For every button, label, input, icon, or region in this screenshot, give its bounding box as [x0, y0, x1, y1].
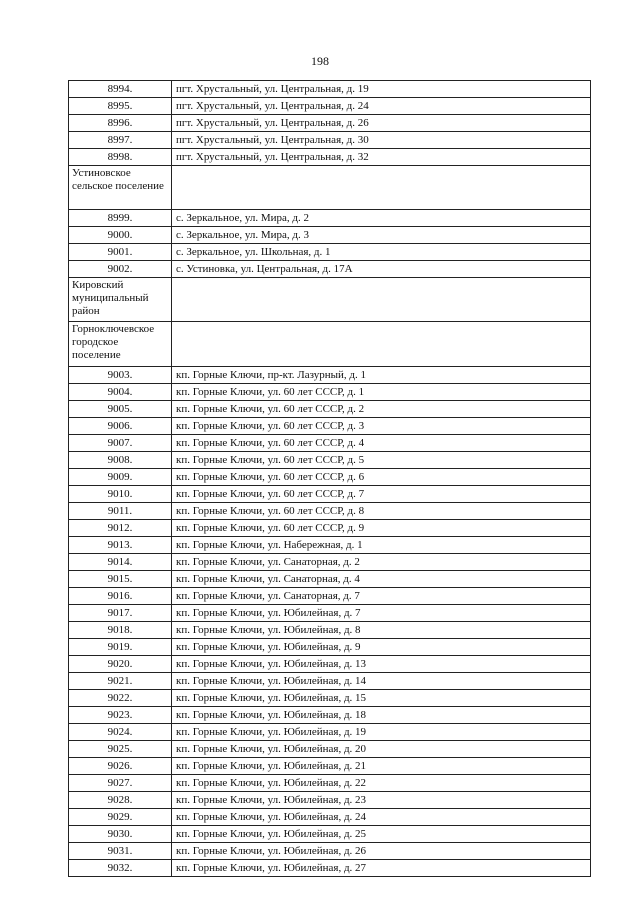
- row-number: 9003.: [69, 367, 172, 384]
- row-number: 9031.: [69, 843, 172, 860]
- table-row: [69, 843, 591, 860]
- table-row: [69, 588, 591, 605]
- row-address: кп. Горные Ключи, ул. 60 лет СССР, д. 3: [172, 418, 591, 435]
- table-row: [69, 537, 591, 554]
- row-address: кп. Горные Ключи, ул. Юбилейная, д. 27: [172, 860, 591, 877]
- section-empty-cell: [172, 278, 591, 322]
- table-row: [69, 210, 591, 227]
- row-number: 8999.: [69, 210, 172, 227]
- row-number: 9032.: [69, 860, 172, 877]
- row-number: 9015.: [69, 571, 172, 588]
- row-number: 8995.: [69, 98, 172, 115]
- section-header-row: [69, 322, 591, 367]
- row-number: 9013.: [69, 537, 172, 554]
- row-number: 9024.: [69, 724, 172, 741]
- row-address: кп. Горные Ключи, ул. Санаторная, д. 4: [172, 571, 591, 588]
- row-address: кп. Горные Ключи, ул. Юбилейная, д. 23: [172, 792, 591, 809]
- row-number: 8994.: [69, 81, 172, 98]
- section-name: Кировский муниципальный район: [69, 278, 172, 322]
- row-address: пгт. Хрустальный, ул. Центральная, д. 30: [172, 132, 591, 149]
- table-row: [69, 690, 591, 707]
- table-row: [69, 418, 591, 435]
- row-number: 9012.: [69, 520, 172, 537]
- row-number: 9014.: [69, 554, 172, 571]
- row-address: кп. Горные Ключи, ул. Юбилейная, д. 13: [172, 656, 591, 673]
- table-row: [69, 639, 591, 656]
- row-address: с. Зеркальное, ул. Мира, д. 2: [172, 210, 591, 227]
- table-row: [69, 452, 591, 469]
- table-row: [69, 244, 591, 261]
- row-address: кп. Горные Ключи, ул. 60 лет СССР, д. 7: [172, 486, 591, 503]
- row-address: пгт. Хрустальный, ул. Центральная, д. 24: [172, 98, 591, 115]
- table-row: [69, 261, 591, 278]
- row-number: 9026.: [69, 758, 172, 775]
- table-row: [69, 656, 591, 673]
- row-number: 9009.: [69, 469, 172, 486]
- row-number: 9030.: [69, 826, 172, 843]
- table-row: [69, 554, 591, 571]
- table-row: [69, 860, 591, 877]
- row-number: 9019.: [69, 639, 172, 656]
- row-address: кп. Горные Ключи, ул. 60 лет СССР, д. 1: [172, 384, 591, 401]
- row-number: 9017.: [69, 605, 172, 622]
- row-number: 9016.: [69, 588, 172, 605]
- table-row: [69, 227, 591, 244]
- row-number: 8996.: [69, 115, 172, 132]
- section-header-row: [69, 166, 591, 210]
- row-number: 9000.: [69, 227, 172, 244]
- table-row: [69, 758, 591, 775]
- row-number: 8998.: [69, 149, 172, 166]
- row-address: кп. Горные Ключи, ул. 60 лет СССР, д. 8: [172, 503, 591, 520]
- row-address: кп. Горные Ключи, ул. Юбилейная, д. 14: [172, 673, 591, 690]
- table-row: [69, 81, 591, 98]
- table-row: [69, 486, 591, 503]
- section-name: Устиновское сельское поселение: [69, 166, 172, 210]
- row-number: 9018.: [69, 622, 172, 639]
- address-registry-table: [68, 80, 591, 877]
- row-address: пгт. Хрустальный, ул. Центральная, д. 32: [172, 149, 591, 166]
- table-row: [69, 724, 591, 741]
- row-number: 9028.: [69, 792, 172, 809]
- row-number: 9008.: [69, 452, 172, 469]
- table-row: [69, 115, 591, 132]
- row-number: 8997.: [69, 132, 172, 149]
- row-number: 9022.: [69, 690, 172, 707]
- row-address: кп. Горные Ключи, ул. 60 лет СССР, д. 9: [172, 520, 591, 537]
- table-row: [69, 469, 591, 486]
- table-row: [69, 741, 591, 758]
- row-number: 9010.: [69, 486, 172, 503]
- row-address: кп. Горные Ключи, ул. Юбилейная, д. 9: [172, 639, 591, 656]
- section-empty-cell: [172, 166, 591, 210]
- table-row: [69, 605, 591, 622]
- row-address: кп. Горные Ключи, ул. Юбилейная, д. 22: [172, 775, 591, 792]
- row-number: 9027.: [69, 775, 172, 792]
- row-address: кп. Горные Ключи, ул. Юбилейная, д. 8: [172, 622, 591, 639]
- row-number: 9004.: [69, 384, 172, 401]
- table-row: [69, 149, 591, 166]
- row-address: с. Зеркальное, ул. Мира, д. 3: [172, 227, 591, 244]
- row-address: кп. Горные Ключи, пр-кт. Лазурный, д. 1: [172, 367, 591, 384]
- row-address: с. Зеркальное, ул. Школьная, д. 1: [172, 244, 591, 261]
- table-row: [69, 435, 591, 452]
- table-row: [69, 707, 591, 724]
- row-address: кп. Горные Ключи, ул. Юбилейная, д. 7: [172, 605, 591, 622]
- row-address: кп. Горные Ключи, ул. Юбилейная, д. 24: [172, 809, 591, 826]
- table-row: [69, 132, 591, 149]
- row-number: 9005.: [69, 401, 172, 418]
- table-row: [69, 673, 591, 690]
- row-number: 9001.: [69, 244, 172, 261]
- page-number: 198: [311, 54, 329, 68]
- table-row: [69, 775, 591, 792]
- section-empty-cell: [172, 322, 591, 367]
- section-header-row: [69, 278, 591, 322]
- table-row: [69, 367, 591, 384]
- row-address: кп. Горные Ключи, ул. Юбилейная, д. 19: [172, 724, 591, 741]
- row-address: с. Устиновка, ул. Центральная, д. 17А: [172, 261, 591, 278]
- row-address: кп. Горные Ключи, ул. Набережная, д. 1: [172, 537, 591, 554]
- row-address: кп. Горные Ключи, ул. Юбилейная, д. 25: [172, 826, 591, 843]
- row-address: кп. Горные Ключи, ул. Юбилейная, д. 26: [172, 843, 591, 860]
- row-number: 9007.: [69, 435, 172, 452]
- row-address: кп. Горные Ключи, ул. Юбилейная, д. 20: [172, 741, 591, 758]
- row-address: кп. Горные Ключи, ул. 60 лет СССР, д. 2: [172, 401, 591, 418]
- table-row: [69, 98, 591, 115]
- row-number: 9021.: [69, 673, 172, 690]
- row-address: кп. Горные Ключи, ул. Юбилейная, д. 15: [172, 690, 591, 707]
- table-row: [69, 401, 591, 418]
- row-number: 9011.: [69, 503, 172, 520]
- table-row: [69, 792, 591, 809]
- table-row: [69, 571, 591, 588]
- row-address: кп. Горные Ключи, ул. 60 лет СССР, д. 6: [172, 469, 591, 486]
- row-number: 9020.: [69, 656, 172, 673]
- row-address: кп. Горные Ключи, ул. Юбилейная, д. 18: [172, 707, 591, 724]
- table-row: [69, 503, 591, 520]
- table-row: [69, 622, 591, 639]
- row-number: 9023.: [69, 707, 172, 724]
- table-row: [69, 826, 591, 843]
- table-row: [69, 809, 591, 826]
- row-address: пгт. Хрустальный, ул. Центральная, д. 26: [172, 115, 591, 132]
- table-row: [69, 384, 591, 401]
- row-address: кп. Горные Ключи, ул. Санаторная, д. 2: [172, 554, 591, 571]
- row-number: 9002.: [69, 261, 172, 278]
- row-address: кп. Горные Ключи, ул. 60 лет СССР, д. 4: [172, 435, 591, 452]
- row-number: 9025.: [69, 741, 172, 758]
- section-name: Горноключевское городское поселение: [69, 322, 172, 367]
- table-row: [69, 520, 591, 537]
- row-number: 9006.: [69, 418, 172, 435]
- row-address: кп. Горные Ключи, ул. Юбилейная, д. 21: [172, 758, 591, 775]
- row-address: кп. Горные Ключи, ул. Санаторная, д. 7: [172, 588, 591, 605]
- row-address: пгт. Хрустальный, ул. Центральная, д. 19: [172, 81, 591, 98]
- row-address: кп. Горные Ключи, ул. 60 лет СССР, д. 5: [172, 452, 591, 469]
- row-number: 9029.: [69, 809, 172, 826]
- registry-table-body: [69, 81, 591, 877]
